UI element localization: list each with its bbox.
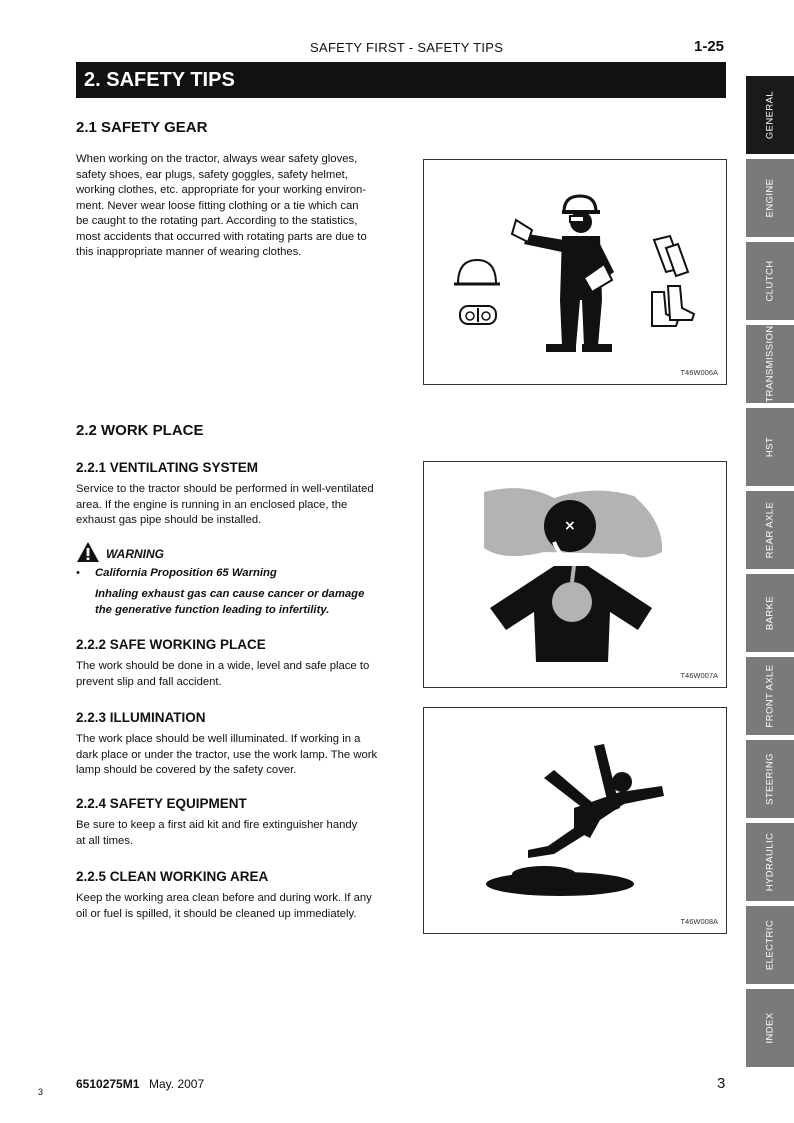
page-number: 1-25 [694, 38, 725, 55]
figure-slip-fall [423, 707, 727, 934]
slip-fall-illustration [424, 708, 726, 933]
warning-bullet: • [76, 567, 80, 579]
warning-icon [76, 541, 100, 563]
subsection-heading-ventilating: 2.2.1 VENTILATING SYSTEM [76, 460, 259, 475]
clean-text: Keep the working area clean before and during work. If any oil or fuel is spilled, it should be cleaned up immediately. [76, 892, 372, 920]
safety-gear-illustration [424, 160, 726, 384]
subsection-heading-equipment: 2.2.4 SAFETY EQUIPMENT [76, 796, 247, 811]
warning-title: WARNING [106, 547, 164, 561]
warning-item: California Proposition 65 Warning [95, 567, 277, 579]
tab-engine[interactable]: ENGINE [746, 159, 794, 237]
chapter-title: 2. SAFETY TIPS [76, 62, 726, 98]
subsection-heading-safe-place: 2.2.2 SAFE WORKING PLACE [76, 637, 266, 652]
warning-text: Inhaling exhaust gas can cause cancer or damage the generative function leading to infertility. [95, 588, 365, 616]
safety-gear-text: When working on the tractor, always wear safety gloves, safety shoes, ear plugs, safety goggles, safety helmet, working clothes, etc. appropriate for your working environ- ment. Never wear loose fitting clothing or a tie which can be caught to the rotating part. According to the statistics, most accidents that occurred with rotating parts are due to this inappropriate manner of wearing clothes. [76, 153, 367, 258]
tab-transmission[interactable]: TRANSMISSION [746, 325, 794, 403]
illumination-text: The work place should be well illuminated. If working in a dark place or under the tractor, use the work lamp. The work lamp should be covered by the safety cover. [76, 733, 378, 776]
subsection-heading-illumination: 2.2.3 ILLUMINATION [76, 710, 206, 725]
tab-hst[interactable]: HST [746, 408, 794, 486]
svg-text:×: × [564, 518, 576, 534]
tab-hydraulic[interactable]: HYDRAULIC [746, 823, 794, 901]
tab-steering[interactable]: STEERING [746, 740, 794, 818]
footer-page-number: 3 [717, 1075, 726, 1092]
tab-index[interactable]: INDEX [746, 989, 794, 1067]
footer-date: May. 2007 [149, 1077, 205, 1091]
tab-barke[interactable]: BARKE [746, 574, 794, 652]
tab-front-axle[interactable]: FRONT AXLE [746, 657, 794, 735]
equipment-text: Be sure to keep a first aid kit and fire extinguisher handy at all times. [76, 819, 358, 847]
exhaust-gas-illustration [424, 462, 726, 687]
section-heading-work-place: 2.2 WORK PLACE [76, 422, 204, 439]
footer-doc-code: 6510275M1 [76, 1077, 140, 1091]
running-title: SAFETY FIRST - SAFETY TIPS [310, 40, 504, 55]
figure-code: T46W006A [680, 368, 718, 377]
figure-exhaust-gas [423, 461, 727, 688]
section-heading-safety-gear: 2.1 SAFETY GEAR [76, 119, 208, 136]
figure-code: T46W007A [680, 671, 718, 680]
tab-rear-axle[interactable]: REAR AXLE [746, 491, 794, 569]
footer-small-number: 3 [38, 1087, 44, 1097]
figure-code: T46W008A [680, 917, 718, 926]
safe-place-text: The work should be done in a wide, level and safe place to prevent slip and fall accident. [76, 660, 370, 688]
tab-general[interactable]: GENERAL [746, 76, 794, 154]
subsection-heading-clean: 2.2.5 CLEAN WORKING AREA [76, 869, 269, 884]
ventilating-text: Service to the tractor should be performed in well-ventilated area. If the engine is running in an enclosed place, the exhaust gas pipe should be installed. [76, 483, 374, 526]
tab-electric[interactable]: ELECTRIC [746, 906, 794, 984]
tab-clutch[interactable]: CLUTCH [746, 242, 794, 320]
figure-safety-gear [423, 159, 727, 385]
